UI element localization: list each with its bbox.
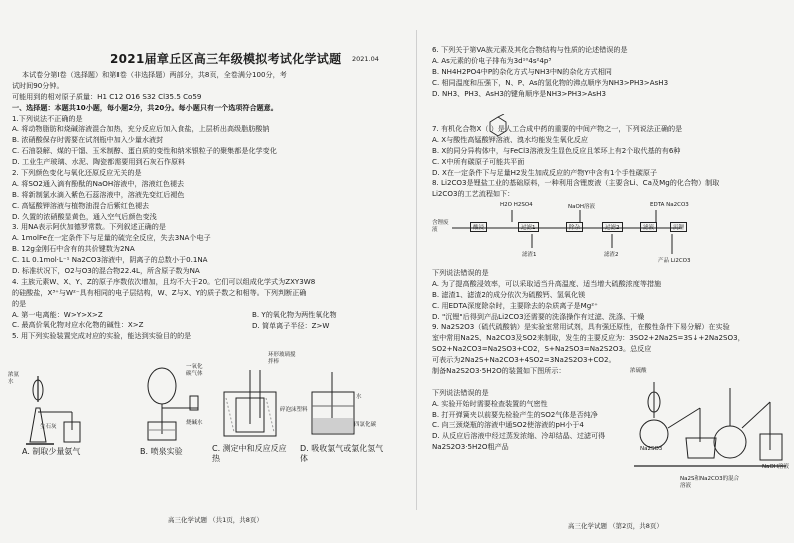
quicklime-label: 生石灰 [40,424,57,430]
option-line: C. 向三颈烧瓶的溶液中通SO2使溶液的pH小于4 [432,420,584,430]
question-stem: 室中常用Na2S、Na2CO3及SO2来制取，发生的主要反应为：3SO2+2Na2S=3S↓+2Na2SO3， [432,333,745,343]
flow-step: 过滤2 [602,222,623,232]
option-line: A. 实验开始时需要检查装置的气密性 [432,398,548,408]
compound-x-structure [486,114,510,138]
question-stem: 的硅酸盐，X³⁺与W²⁻具有相同的电子层结构，W、Z与X、Y的质子数之和相等。下列判断正确 [12,287,307,297]
option-line: A. 1molFe在一定条件下与足量的硫完全反应，失去3NA个电子 [12,233,211,243]
figure-a-caption: A. 制取少量氨气 [22,447,81,456]
figure-d-caption: D. 吸收氯气或氯化氢气体 [300,444,384,463]
thiosulfate-apparatus-figure [630,378,790,474]
section-heading: 一、选择题：本题共10小题，每小题2分，共20分。每小题只有一个选项符合题意。 [12,102,278,112]
conc-ammonia-label: 浓氨水 [8,372,20,385]
question-stem: 可表示为2Na2S+Na2CO3+4SO2=3Na2S2O3+CO2。 [432,355,616,365]
water-label: 水 [356,394,362,400]
question-stem: 的是 [12,298,27,308]
question-stem: 2. 下列颜色变化与氧化还原反应无关的是 [12,168,142,178]
na2so3-label: Na2SO3 [640,446,663,452]
option-line: A. 第一电离能：W>Y>X>Z [12,309,103,319]
text-line: 本试卷分第Ⅰ卷（选择题）和第Ⅱ卷（非选择题）两部分，共8页，全卷满分100分，考 [22,70,287,79]
option-line: D. 标准状况下，O2与O3的混合物22.4L，所含原子数为NA [12,266,200,276]
option-line: D. NH3、PH3、AsH3的键角顺序是NH3>PH3>AsH3 [432,88,606,98]
left-text-block [12,70,315,342]
right-footer: 高三化学试题 （第2页，共8页） [568,522,663,530]
figure-c-caption: C. 测定中和反应反应热 [212,444,287,463]
q4-right-options [252,310,337,332]
option-line: C. 石油裂解、煤的干馏、玉米制醇、蛋白质的变性和纳米银粒子的聚集都是化学变化 [12,146,277,156]
option-line: B. 滤渣1、滤渣2的成分依次为硫酸钙、氢氧化镁 [432,289,586,299]
exam-date: 2021.04 [352,55,379,63]
right-top-block [432,45,668,99]
ccl4-label: 四氯化碳 [354,422,377,428]
figure-b-caption: B. 喷泉实验 [140,447,183,456]
question-stem: 8. Li2CO3是锂盐工业的基础原料，一种利用含锂废液（主要含Li、Ca及Mg的化合物）制取 [432,178,720,188]
flow-step: 除杂 [566,222,583,232]
option-line: D. 简单离子半径：Z>W [252,320,330,330]
option-line: D. 从反应后溶液中经过蒸发浓缩、冷却结晶、过滤可得 [432,431,606,441]
option-line: A. 将动物脂肪和烧碱溶液混合加热，充分反应后加入食盐，上层析出高级脂肪酸钠 [12,124,270,134]
question-stem: 下列说法错误的是 [432,387,489,397]
ammonia-apparatus-figure [24,372,96,454]
option-line: B. 将新制氯水滴入紫色石蕊溶液中，溶液先变红后褪色 [12,189,185,199]
feed-label: 含锂废液 [432,220,449,233]
question-stem: 3. 用NA表示阿伏加德罗常数。下列叙述正确的是 [12,222,166,232]
option-line: B. Y的氧化物为两性氧化物 [252,310,337,319]
absorption-apparatus-figure [306,372,368,438]
naoh-solution-label: NaOH溶液 [762,464,789,470]
flow-step: 过滤1 [518,222,539,232]
option-line: A. As元素的价电子排布为3d¹⁰4s²4p³ [432,55,552,65]
q7-q8-block [432,124,719,200]
question-stem: 下列说法错误的是 [432,268,489,277]
option-line: D. 工业生产玻璃、水泥、陶瓷都需要用到石灰石作原料 [12,157,186,167]
conc-sulfuric-label: 浓硫酸 [630,368,647,374]
residue-label: 滤渣2 [604,252,619,258]
reagent-label: NaOH溶液 [568,204,595,210]
exam-title: 2021届章丘区高三年级模拟考试化学试题 [110,52,342,66]
flow-step: 沉锂 [670,222,687,232]
option-line: C. 最高价氧化物对应水化物的碱性：X>Z [12,320,144,330]
option-line: A. X与酸性高锰酸钾溶液、溴水均能发生氧化反应 [432,134,588,144]
option-line: D. X在一定条件下与足量H2发生加成反应的产物Y中含有1个手性碳原子 [432,167,658,177]
option-line: D. 久置的浓硝酸显黄色，通入空气后颜色变浅 [12,211,157,221]
text-line: 可能用到的相对原子质量：H1 C12 O16 S32 Cl35.5 Co59 [12,91,202,101]
flow-step: 酸浸 [470,222,487,232]
naoh-label: 烧碱水 [186,420,203,426]
option-line: C. 高锰酸钾溶液与植物油混合后紫红色褪去 [12,200,150,210]
question-stem: Li2CO3的工艺流程如下： [432,189,515,199]
question-stem: 7. 有机化合物X（ ）是人工合成中药的重要的中间产物之一，下列说法正确的是 [432,124,683,133]
option-line: C. X中所有碳原子可能共平面 [432,156,525,166]
right-page [418,0,794,543]
co-gas-label: 一氧化碳气体 [186,364,203,377]
calorimeter-figure [216,368,286,442]
text-line: 试时间90分钟。 [12,80,64,90]
flow-step: 滤液 [640,222,657,232]
option-line: C. 用EDTA深度除杂时，主要除去的杂质离子是Mg²⁺ [432,300,598,310]
stirrer-label: 环形玻璃搅拌棒 [268,352,296,365]
question-stem: 4. 主族元素W、X、Y、Z的原子序数依次增加，且均不大于20。它们可以组成化学式为ZXY3W8 [12,276,316,286]
option-line: B. 打开弹簧夹以前要先检验产生的SO2气体是否纯净 [432,409,598,419]
option-line: A. 为了提高酸浸效率，可以采取适当升高温度、适当增大硫酸浓度等措施 [432,278,662,288]
option-line: B. NH4H2PO4中P的杂化方式与NH3中N的杂化方式相同 [432,66,612,76]
option-line: B. X的同分异构体中，与FeCl3溶液发生显色反应且苯环上有2个取代基的有6种 [432,145,681,155]
reagent-label: EDTA Na2CO3 [650,202,689,208]
reagent-label: H2O H2SO4 [500,202,533,208]
product-label: 产品 Li2CO3 [658,258,691,264]
option-line: Na2S2O3·5H2O粗产品 [432,442,509,452]
option-line: D. "沉锂"后得到产品Li2CO3还需要的洗涤操作有过滤、洗涤、干燥 [432,311,645,321]
question-stem: SO2+Na2CO3=Na2SO3+CO2，S+Na2SO3=Na2S2O3。总反应 [432,344,652,354]
process-flow-diagram [452,210,712,260]
option-line: B. 浓硝酸保存时需要在试剂瓶中加入少量水液封 [12,135,164,145]
option-line: C. 1L 0.1mol·L⁻¹ Na2CO3溶液中，阴离子的总数小于0.1NA [12,255,208,265]
question-stem: 1.下列说法不正确的是 [12,113,83,123]
page-divider [416,30,417,510]
option-line: A. 将SO2通入滴有酚酞的NaOH溶液中，溶液红色褪去 [12,178,185,188]
question-stem: 5. 用下列实验装置完成对应的实验，能达到实验目的的是 [12,331,192,341]
residue-label: 滤渣1 [522,252,537,258]
option-line: B. 12g金刚石中含有的共价键数为2NA [12,244,135,254]
mixed-solution-label: Na2S和Na2CO3的混合溶液 [680,476,740,489]
left-footer: 高三化学试题 （共1页，共8页） [168,516,263,524]
question-stem: 6. 下列关于第VA族元素及其化合物结构与性质的论述错误的是 [432,45,628,54]
question-stem: 制备Na2S2O3·5H2O的装置如下图所示： [432,366,566,376]
foam-label: 碎泡沫塑料 [280,407,308,413]
question-stem: 9. Na2S2O3（硫代硫酸钠）是实验室常用试剂，具有强还原性，在酸性条件下易分解）在实验 [432,322,730,332]
option-line: C. 相同温度和压强下，N、P、As的氢化物的沸点顺序为NH3>PH3>AsH3 [432,77,669,87]
